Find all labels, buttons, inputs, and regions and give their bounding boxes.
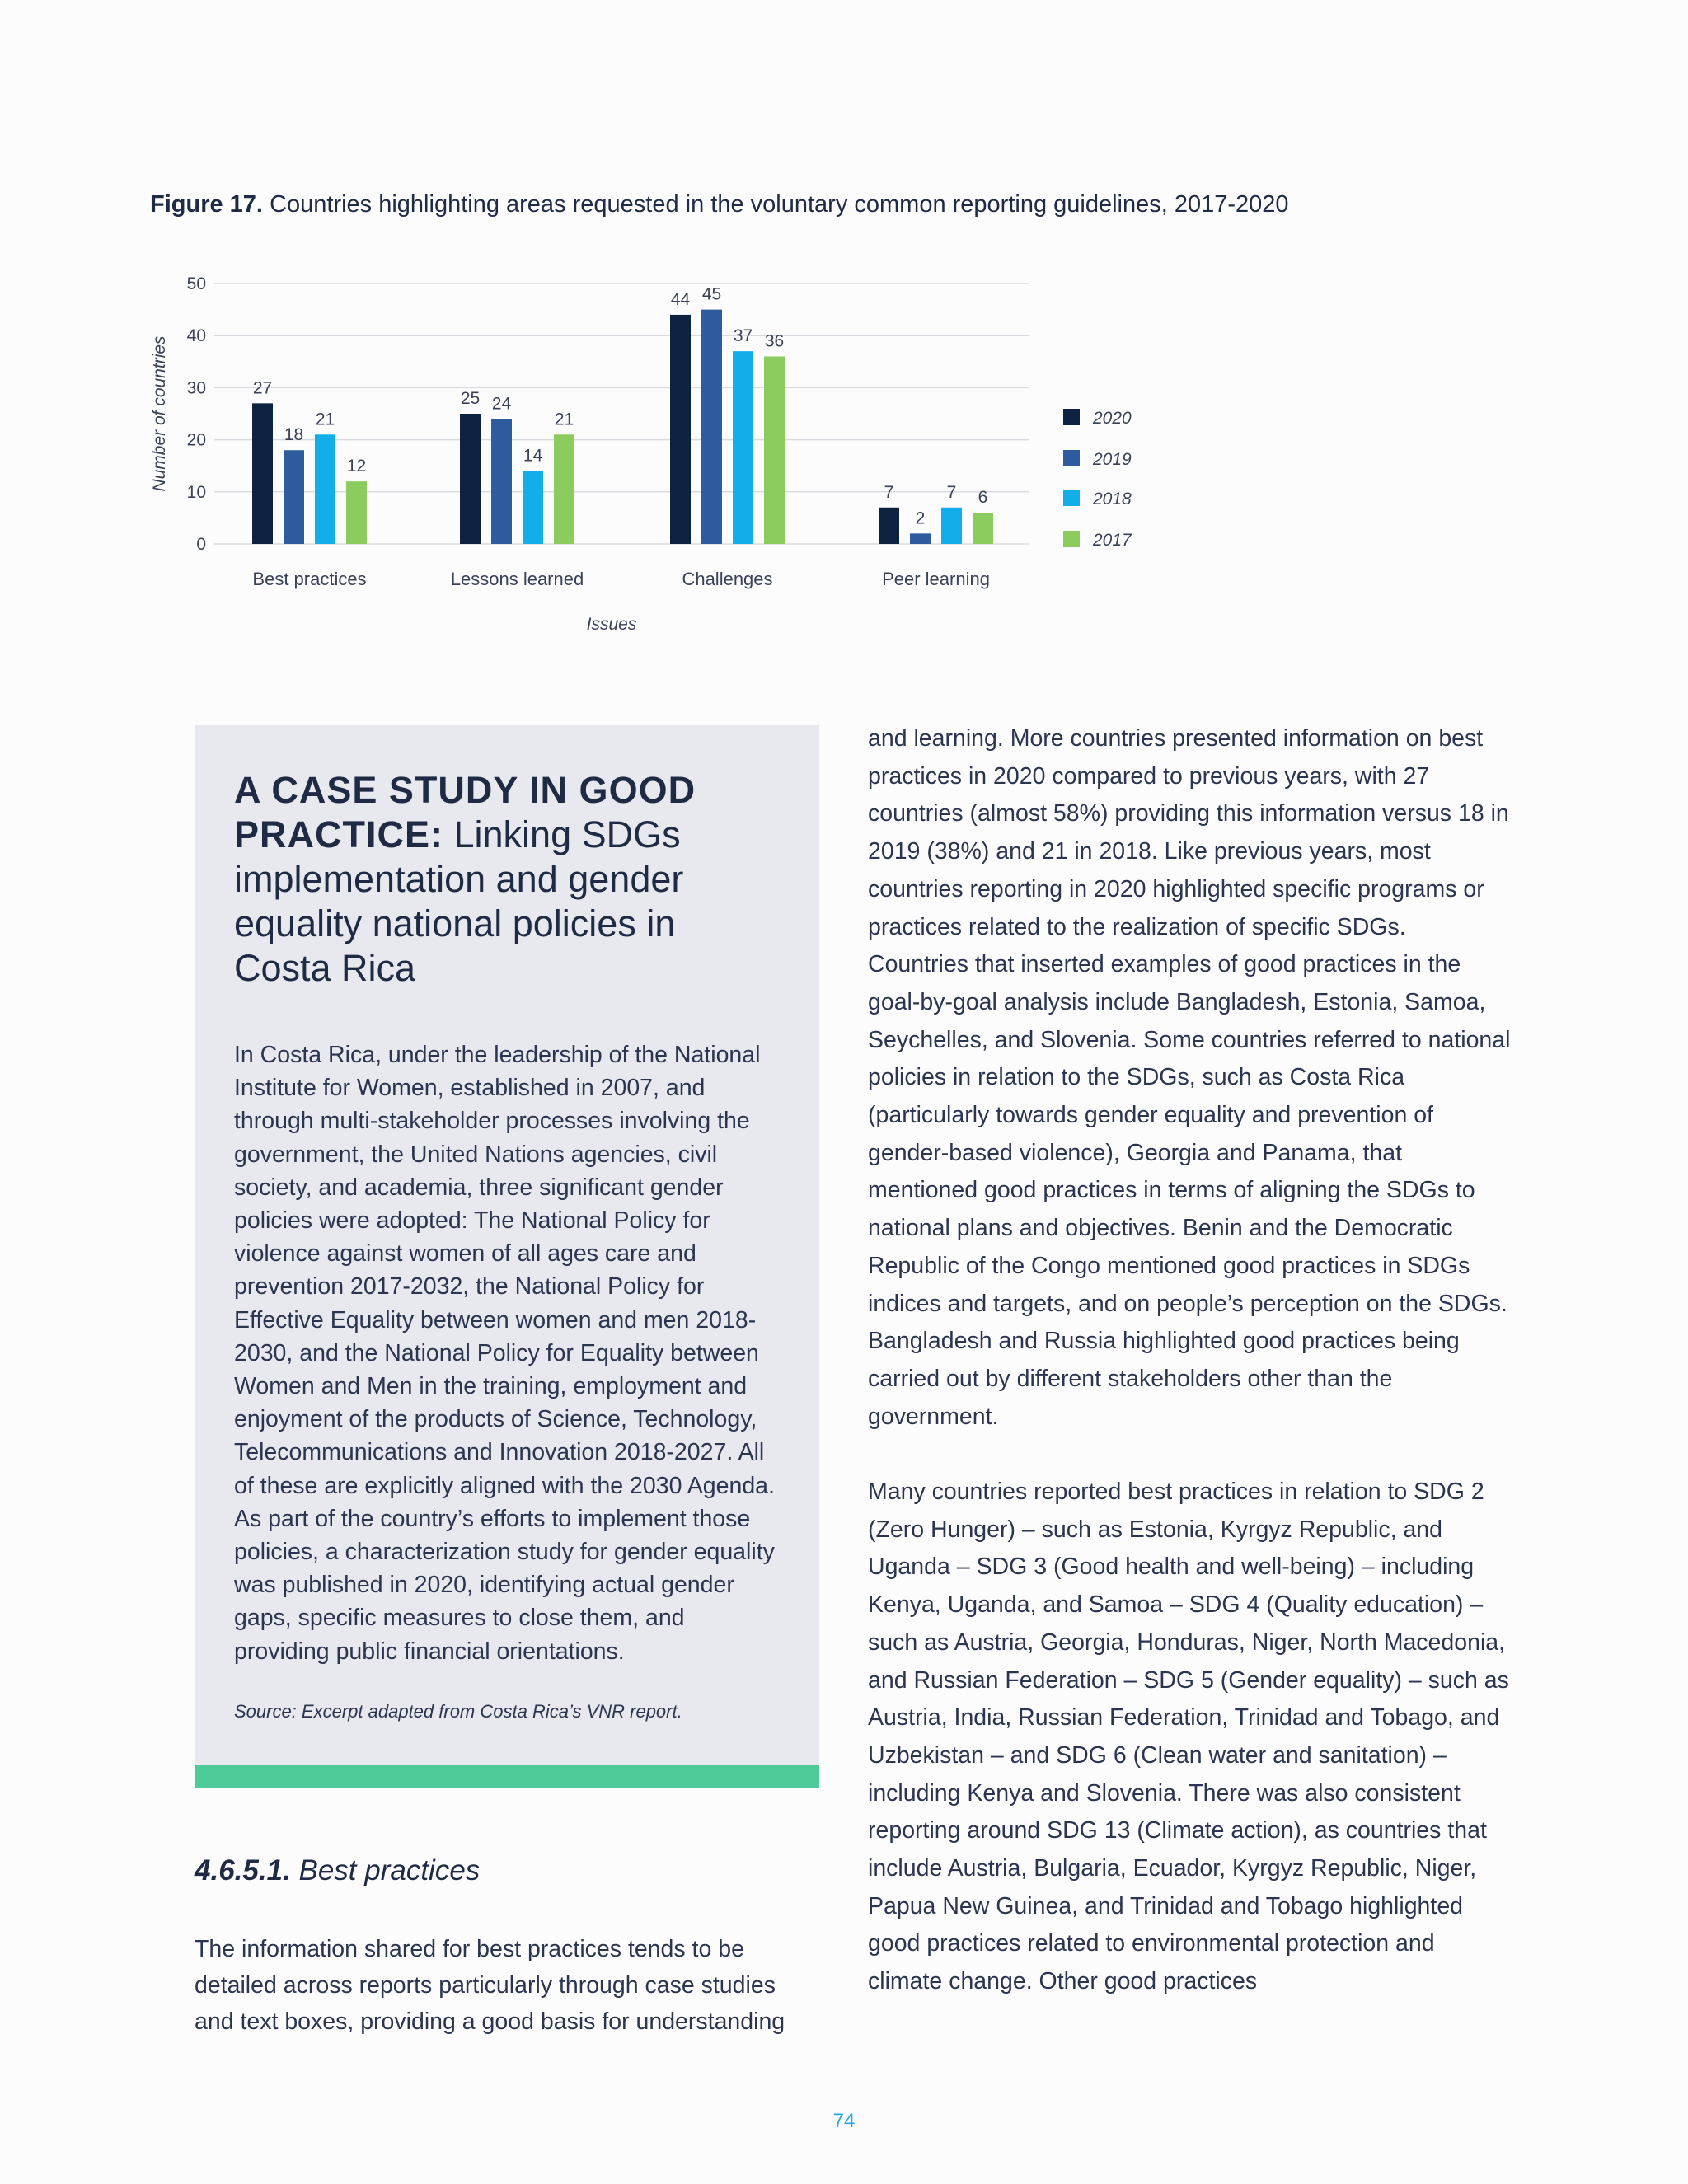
case-study-accent-bar <box>195 1765 819 1788</box>
figure-caption-text: Countries highlighting areas requested in the voluntary common reporting guidelines, 2017-2020 <box>270 191 1289 218</box>
data-label: 21 <box>554 410 574 429</box>
right-paragraph-2: Many countries reported best practices in relation to SDG 2 (Zero Hunger) – such as Estonia, Kyrgyz Republic, and Uganda – SDG 3 (Good health and well-being) – including Kenya, Uganda, and Samoa – SDG 4 (Quality education) – such as Austria, Georgia, Honduras, Niger, North Macedonia, and Russian Federation – SDG 5 (Gender equality) – such as Austria, India, Russian Federation, Trinidad and Tobago, and Uzbekistan – and SDG 6 (Clean water and sanitation) – including Kenya and Slovenia. There was also consistent reporting around SDG 13 (Climate action), as countries that include Austria, Bulgaria, Ecuador, Kyrgyz Republic, Niger, Papua New Guinea, and Trinidad and Tobago highlighted good practices related to environmental protection and climate change. Other good practices <box>868 1479 1509 1995</box>
y-tick-label: 30 <box>186 378 206 398</box>
legend-swatch <box>1063 490 1080 506</box>
figure-label: Figure 17. <box>150 191 263 218</box>
bar <box>764 356 785 544</box>
y-tick-label: 20 <box>186 430 206 450</box>
bar <box>733 351 753 544</box>
data-label: 14 <box>523 446 543 466</box>
section-title: Best practices <box>290 1854 481 1886</box>
y-tick-label: 40 <box>186 326 206 346</box>
case-study-source: Source: Excerpt adapted from Costa Rica’s VNR report. <box>234 1700 682 1722</box>
data-label: 12 <box>346 457 367 476</box>
bar <box>460 414 481 544</box>
right-paragraph-1: and learning. More countries presented information on best practices in 2020 compared to previous years, with 27 countries (almost 58%) providing this information versus 18 in 2019 (38%) and 21 in 2018. Like previous years, most countries reporting in 2020 highlighted specific programs or practices related to the realization of specific SDGs. Countries that inserted examples of good practices in the goal-by-goal analysis include Bangladesh, Estonia, Samoa, Seychelles, and Slovenia. Some countries referred to national policies in relation to the SDGs, such as Costa Rica (particularly towards gender equality and prevention of gender-based violence), Georgia and Panama, that mentioned good practices in terms of aligning the SDGs to national plans and objectives. Benin and the Democratic Republic of the Congo mentioned good practices in SDGs indices and targets, and on people’s perception on the SDGs. Bangladesh and Russia highlighted good practices being carried out by different stakeholders other than the government. <box>868 725 1511 1430</box>
right-column <box>868 720 1511 2001</box>
legend-label: 2019 <box>1093 450 1132 469</box>
case-study-title-rest: Linking SDGs implementation and gender equality national policies in Costa Rica <box>234 813 684 989</box>
x-tick-label: Peer learning <box>882 569 990 589</box>
page-number: 74 <box>832 2110 856 2132</box>
data-label: 18 <box>284 425 304 445</box>
case-study-title-lead: A CASE STUDY IN GOOD PRACTICE: <box>234 769 696 855</box>
bar-chart <box>140 264 1170 651</box>
y-axis-label: Number of countries <box>150 335 169 492</box>
legend-swatch <box>1063 409 1080 425</box>
data-label: 37 <box>733 326 753 346</box>
data-label: 7 <box>946 482 957 502</box>
legend-swatch <box>1063 531 1080 547</box>
figure-caption <box>150 191 1551 218</box>
y-tick-label: 0 <box>196 535 206 554</box>
case-study-box <box>195 725 819 1769</box>
x-tick-label: Challenges <box>682 569 773 589</box>
case-study-title <box>234 768 780 991</box>
data-label: 36 <box>764 331 785 351</box>
bar <box>284 450 304 544</box>
section-number: 4.6.5.1. <box>195 1854 291 1886</box>
bar <box>252 403 273 544</box>
data-label: 27 <box>252 378 273 398</box>
bar <box>670 315 691 544</box>
data-label: 44 <box>670 289 691 309</box>
data-label: 45 <box>701 284 722 304</box>
bar <box>910 533 931 544</box>
legend-swatch <box>1063 450 1080 466</box>
bar <box>491 419 512 544</box>
data-label: 21 <box>315 410 335 429</box>
data-label: 7 <box>884 482 894 502</box>
case-study-body: In Costa Rica, under the leadership of the National Institute for Women, established in 2007, and through multi-stakeholder processes involving the government, the United Nations agencies, civil society, and academia, three significant gender policies were adopted: The National Policy for violence against women of all ages care and prevention 2017-2032, the National Policy for Effective Equality between women and men 2018-2030, and the National Policy for Equality between Women and Men in the training, employment and enjoyment of the products of Science, Technology, Telecommunications and Innovation 2018-2027. All of these are explicitly aligned with the 2030 Agenda. As part of the country’s efforts to implement those policies, a characterization study for gender equality was published in 2020, identifying actual gender gaps, specific measures to close them, and providing public financial orientations. <box>234 1042 775 1665</box>
legend-label: 2018 <box>1093 490 1132 509</box>
data-label: 24 <box>491 394 512 414</box>
left-paragraph: The information shared for best practices tends to be detailed across reports particularly through case studies and text boxes, providing a good basis for understanding <box>195 1936 785 2035</box>
bar <box>973 513 993 544</box>
data-label: 2 <box>915 509 926 528</box>
x-tick-label: Best practices <box>252 569 367 589</box>
section-heading <box>195 1854 480 1887</box>
y-tick-label: 10 <box>186 482 206 502</box>
bar <box>941 508 962 544</box>
bar <box>346 481 367 544</box>
legend-label: 2020 <box>1093 409 1132 428</box>
bar <box>701 310 722 544</box>
x-axis-label: Issues <box>586 615 637 634</box>
bar <box>554 434 574 544</box>
data-label: 25 <box>460 389 481 408</box>
legend-label: 2017 <box>1093 531 1132 550</box>
bar <box>879 508 899 544</box>
data-label: 6 <box>978 488 988 508</box>
y-tick-label: 50 <box>186 274 206 293</box>
x-tick-label: Lessons learned <box>450 569 584 589</box>
bar <box>523 471 543 544</box>
bar <box>315 434 335 544</box>
